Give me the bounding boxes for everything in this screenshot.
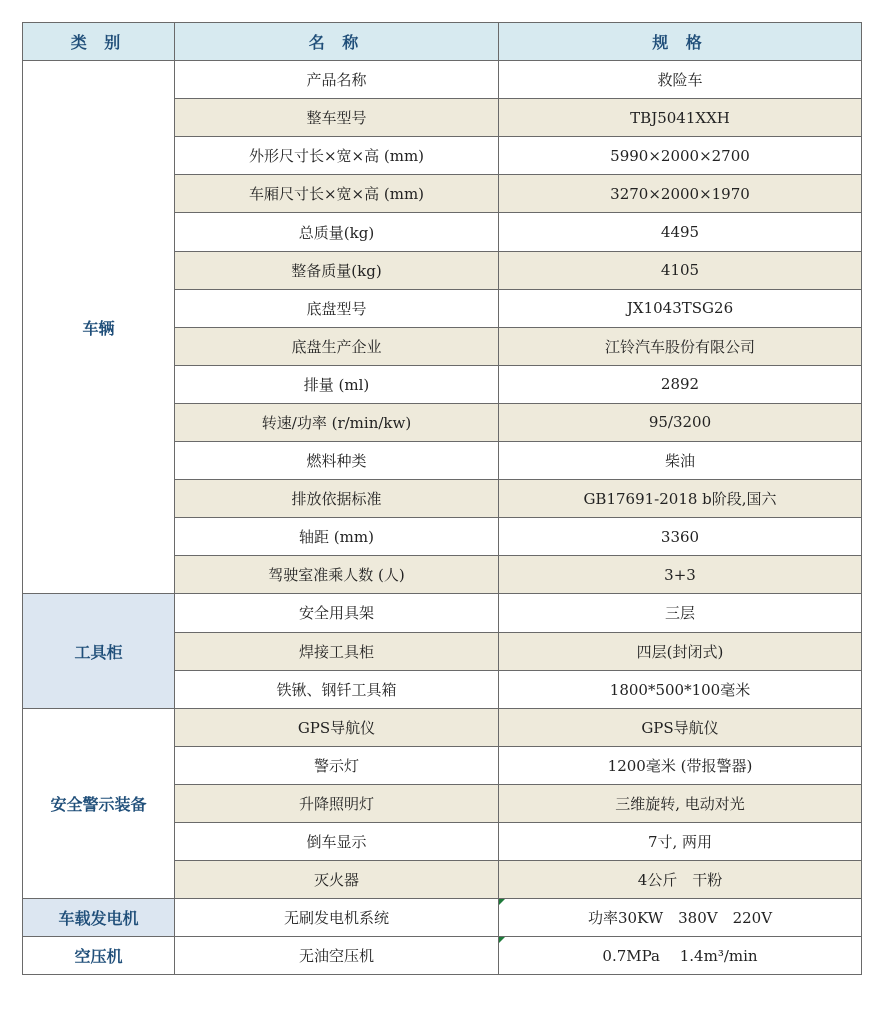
row-spec: 7寸, 两用	[499, 822, 862, 860]
row-name: 排量 (ml)	[175, 365, 499, 403]
row-spec: 柴油	[499, 442, 862, 480]
row-name: 焊接工具柜	[175, 632, 499, 670]
row-name: 轴距 (mm)	[175, 518, 499, 556]
row-spec: 4105	[499, 251, 862, 289]
row-name: 产品名称	[175, 61, 499, 99]
row-name: 灭火器	[175, 861, 499, 899]
header-category: 类 别	[23, 23, 175, 61]
category-vehicle: 车辆	[23, 61, 175, 594]
row-spec: 3360	[499, 518, 862, 556]
table-row	[23, 594, 862, 632]
spec-table	[22, 22, 862, 975]
row-name: 转速/功率 (r/min/kw)	[175, 403, 499, 441]
row-name: 总质量(kg)	[175, 213, 499, 251]
row-spec: 三维旋转, 电动对光	[499, 784, 862, 822]
row-spec: TBJ5041XXH	[499, 99, 862, 137]
table-header-row	[23, 23, 862, 61]
row-name: 车厢尺寸长×宽×高 (mm)	[175, 175, 499, 213]
row-name: 驾驶室准乘人数 (人)	[175, 556, 499, 594]
row-spec: GB17691-2018 b阶段,国六	[499, 480, 862, 518]
row-spec: 1800*500*100毫米	[499, 670, 862, 708]
row-name: 倒车显示	[175, 822, 499, 860]
category-safety-equipment: 安全警示装备	[23, 708, 175, 898]
row-spec-text: 0.7MPa 1.4m³/min	[602, 947, 758, 966]
category-toolbox: 工具柜	[23, 594, 175, 708]
row-spec: 1200毫米 (带报警器)	[499, 746, 862, 784]
row-spec: 三层	[499, 594, 862, 632]
row-spec-text: 功率30KW 380V 220V	[587, 909, 773, 928]
row-spec: 江铃汽车股份有限公司	[499, 327, 862, 365]
category-generator: 车载发电机	[23, 899, 175, 937]
row-name: 外形尺寸长×宽×高 (mm)	[175, 137, 499, 175]
table-row	[23, 899, 862, 937]
row-spec: GPS导航仪	[499, 708, 862, 746]
row-spec: JX1043TSG26	[499, 289, 862, 327]
row-name: 警示灯	[175, 746, 499, 784]
row-spec: 5990×2000×2700	[499, 137, 862, 175]
header-spec: 规 格	[499, 23, 862, 61]
row-name: 升降照明灯	[175, 784, 499, 822]
row-spec: 4495	[499, 213, 862, 251]
table-row	[23, 708, 862, 746]
cell-marker-icon	[499, 937, 505, 943]
row-name: 燃料种类	[175, 442, 499, 480]
row-name: 整车型号	[175, 99, 499, 137]
row-spec: 2892	[499, 365, 862, 403]
row-spec: 3+3	[499, 556, 862, 594]
table-row	[23, 937, 862, 975]
category-air-compressor: 空压机	[23, 937, 175, 975]
cell-marker-icon	[499, 899, 505, 905]
row-name: 排放依据标准	[175, 480, 499, 518]
row-spec: 4公斤 干粉	[499, 861, 862, 899]
row-name: 安全用具架	[175, 594, 499, 632]
row-spec	[499, 899, 862, 937]
row-spec: 95/3200	[499, 403, 862, 441]
row-name: 无刷发电机系统	[175, 899, 499, 937]
row-name: 铁锹、钢钎工具箱	[175, 670, 499, 708]
row-name: 整备质量(kg)	[175, 251, 499, 289]
row-name: 底盘生产企业	[175, 327, 499, 365]
row-spec: 救险车	[499, 61, 862, 99]
row-name: 无油空压机	[175, 937, 499, 975]
table-row	[23, 61, 862, 99]
row-name: 底盘型号	[175, 289, 499, 327]
header-name: 名 称	[175, 23, 499, 61]
row-name: GPS导航仪	[175, 708, 499, 746]
row-spec	[499, 937, 862, 975]
row-spec: 四层(封闭式)	[499, 632, 862, 670]
spec-table-container	[22, 22, 862, 975]
row-spec: 3270×2000×1970	[499, 175, 862, 213]
